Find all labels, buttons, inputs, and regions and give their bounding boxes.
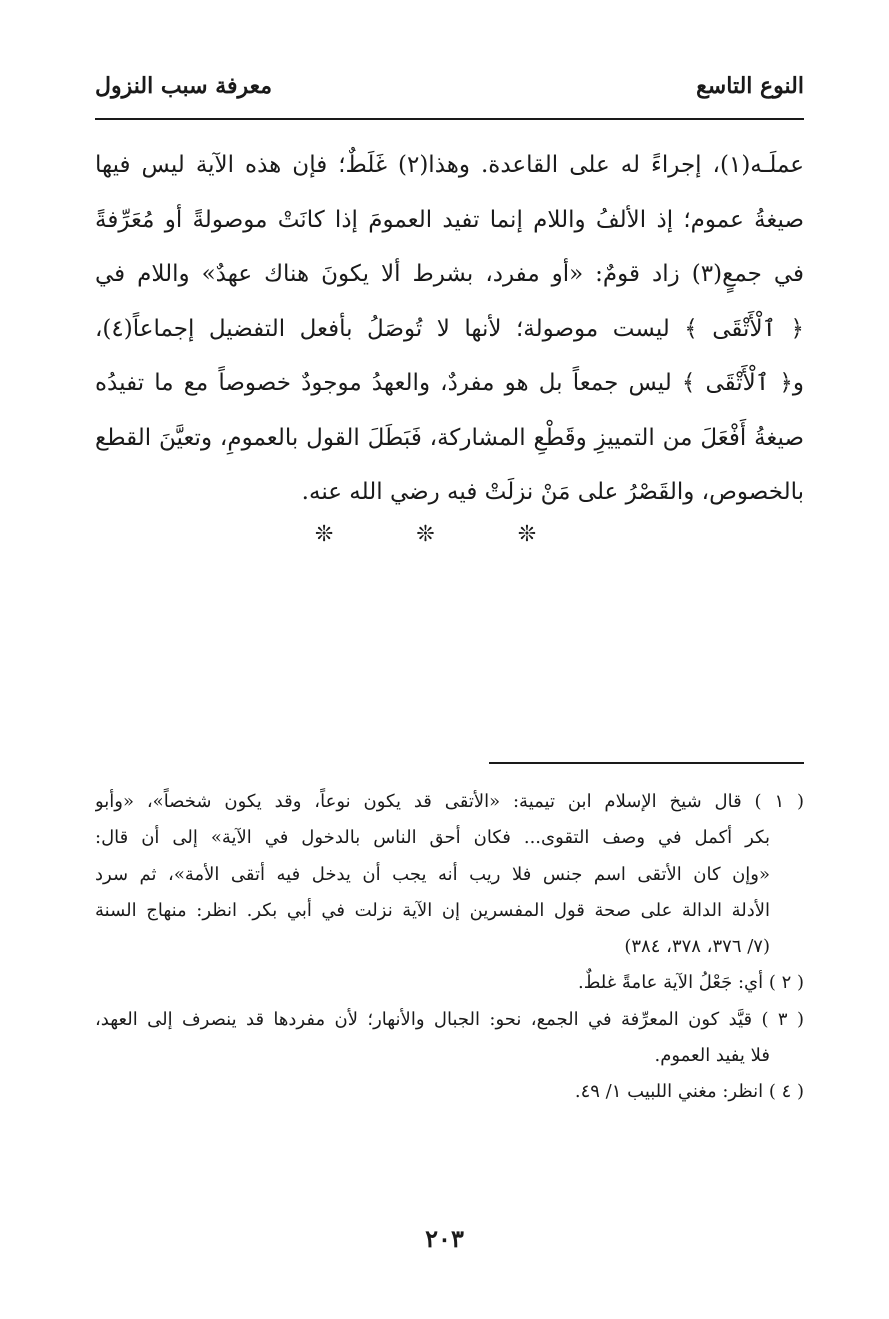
running-header <box>95 64 804 108</box>
footnote-2: ( ٢ ) أي: جَعْلُ الآية عامةً غلطٌ. <box>578 972 804 994</box>
text-line: صيغةُ عموم؛ إذ الألفُ واللام إنما تفيد العمومَ إذا كانَتْ موصولةً أو مُعَرِّفةً <box>95 206 804 233</box>
footnote-1-line: «وإن كان الأتقى اسم جنس فلا ريب أنه يجب أن يدخل فيه أتقى الأمة»، ثم سرد <box>95 863 770 885</box>
text-line: ﴿ ٱلْأَتْقَى ﴾ ليست موصولة؛ لأنها لا تُوصَلُ بأفعل التفضيل إجماعاً(٤)، <box>95 315 804 342</box>
chapter-title: النوع التاسع <box>696 73 804 99</box>
footnote-1-line: ( ١ ) قال شيخ الإسلام ابن تيمية: «الأتقى قد يكون نوعاً، وقد يكون شخصاً»، «وأبو <box>95 791 804 812</box>
footnotes <box>95 784 804 1111</box>
book-section-title: معرفة سبب النزول <box>95 73 273 99</box>
footnote-1-line: بكر أكمل في وصف التقوى... فكان أحق الناس بالدخول في الآية» إلى أن قال: <box>95 827 770 849</box>
footnote-3-line: فلا يفيد العموم. <box>654 1045 770 1067</box>
header-divider <box>95 118 804 120</box>
text-line: عملَـه(١)، إجراءً له على القاعدة. وهذا(٢) غَلَطٌ؛ فإن هذه الآية ليس فيها <box>95 152 804 178</box>
section-separator: ❊ ❊ ❊ <box>314 522 575 547</box>
text-line: و﴿ ٱلْأَتْقَى ﴾ ليس جمعاً بل هو مفردٌ، والعهدُ موجودٌ خصوصاً مع ما تفيدُه <box>95 370 804 396</box>
footnote-4: ( ٤ ) انظر: مغني اللبيب ١/ ٤٩. <box>574 1081 804 1103</box>
text-line: في جمعٍ(٣) زاد قومٌ: «أو مفرد، بشرط ألا يكونَ هناك عهدٌ» واللام في <box>95 261 804 287</box>
main-text <box>95 138 804 520</box>
footnote-1-line: الأدلة الدالة على صحة قول المفسرين إن الآية نزلت في أبي بكر. انظر: منهاج السنة <box>95 899 770 921</box>
footnote-divider <box>489 762 804 764</box>
text-line: بالخصوص، والقَصْرُ على مَنْ نزلَتْ فيه رضي الله عنه. <box>301 479 804 505</box>
text-line: صيغةُ أَفْعَلَ من التمييزِ وقَطْعِ المشاركة، فَبَطَلَ القول بالعمومِ، وتعيَّنَ القطع <box>95 424 804 451</box>
footnote-3-line: ( ٣ ) قيَّد كون المعرِّفة في الجمع، نحو: الجبال والأنهار؛ لأن مفردها قد ينصرف إلى العهد، <box>95 1008 804 1030</box>
footnote-1-line: (٧/ ٣٧٦، ٣٧٨، ٣٨٤) <box>624 936 770 958</box>
page-number: ٢٠٣ <box>425 1224 464 1253</box>
